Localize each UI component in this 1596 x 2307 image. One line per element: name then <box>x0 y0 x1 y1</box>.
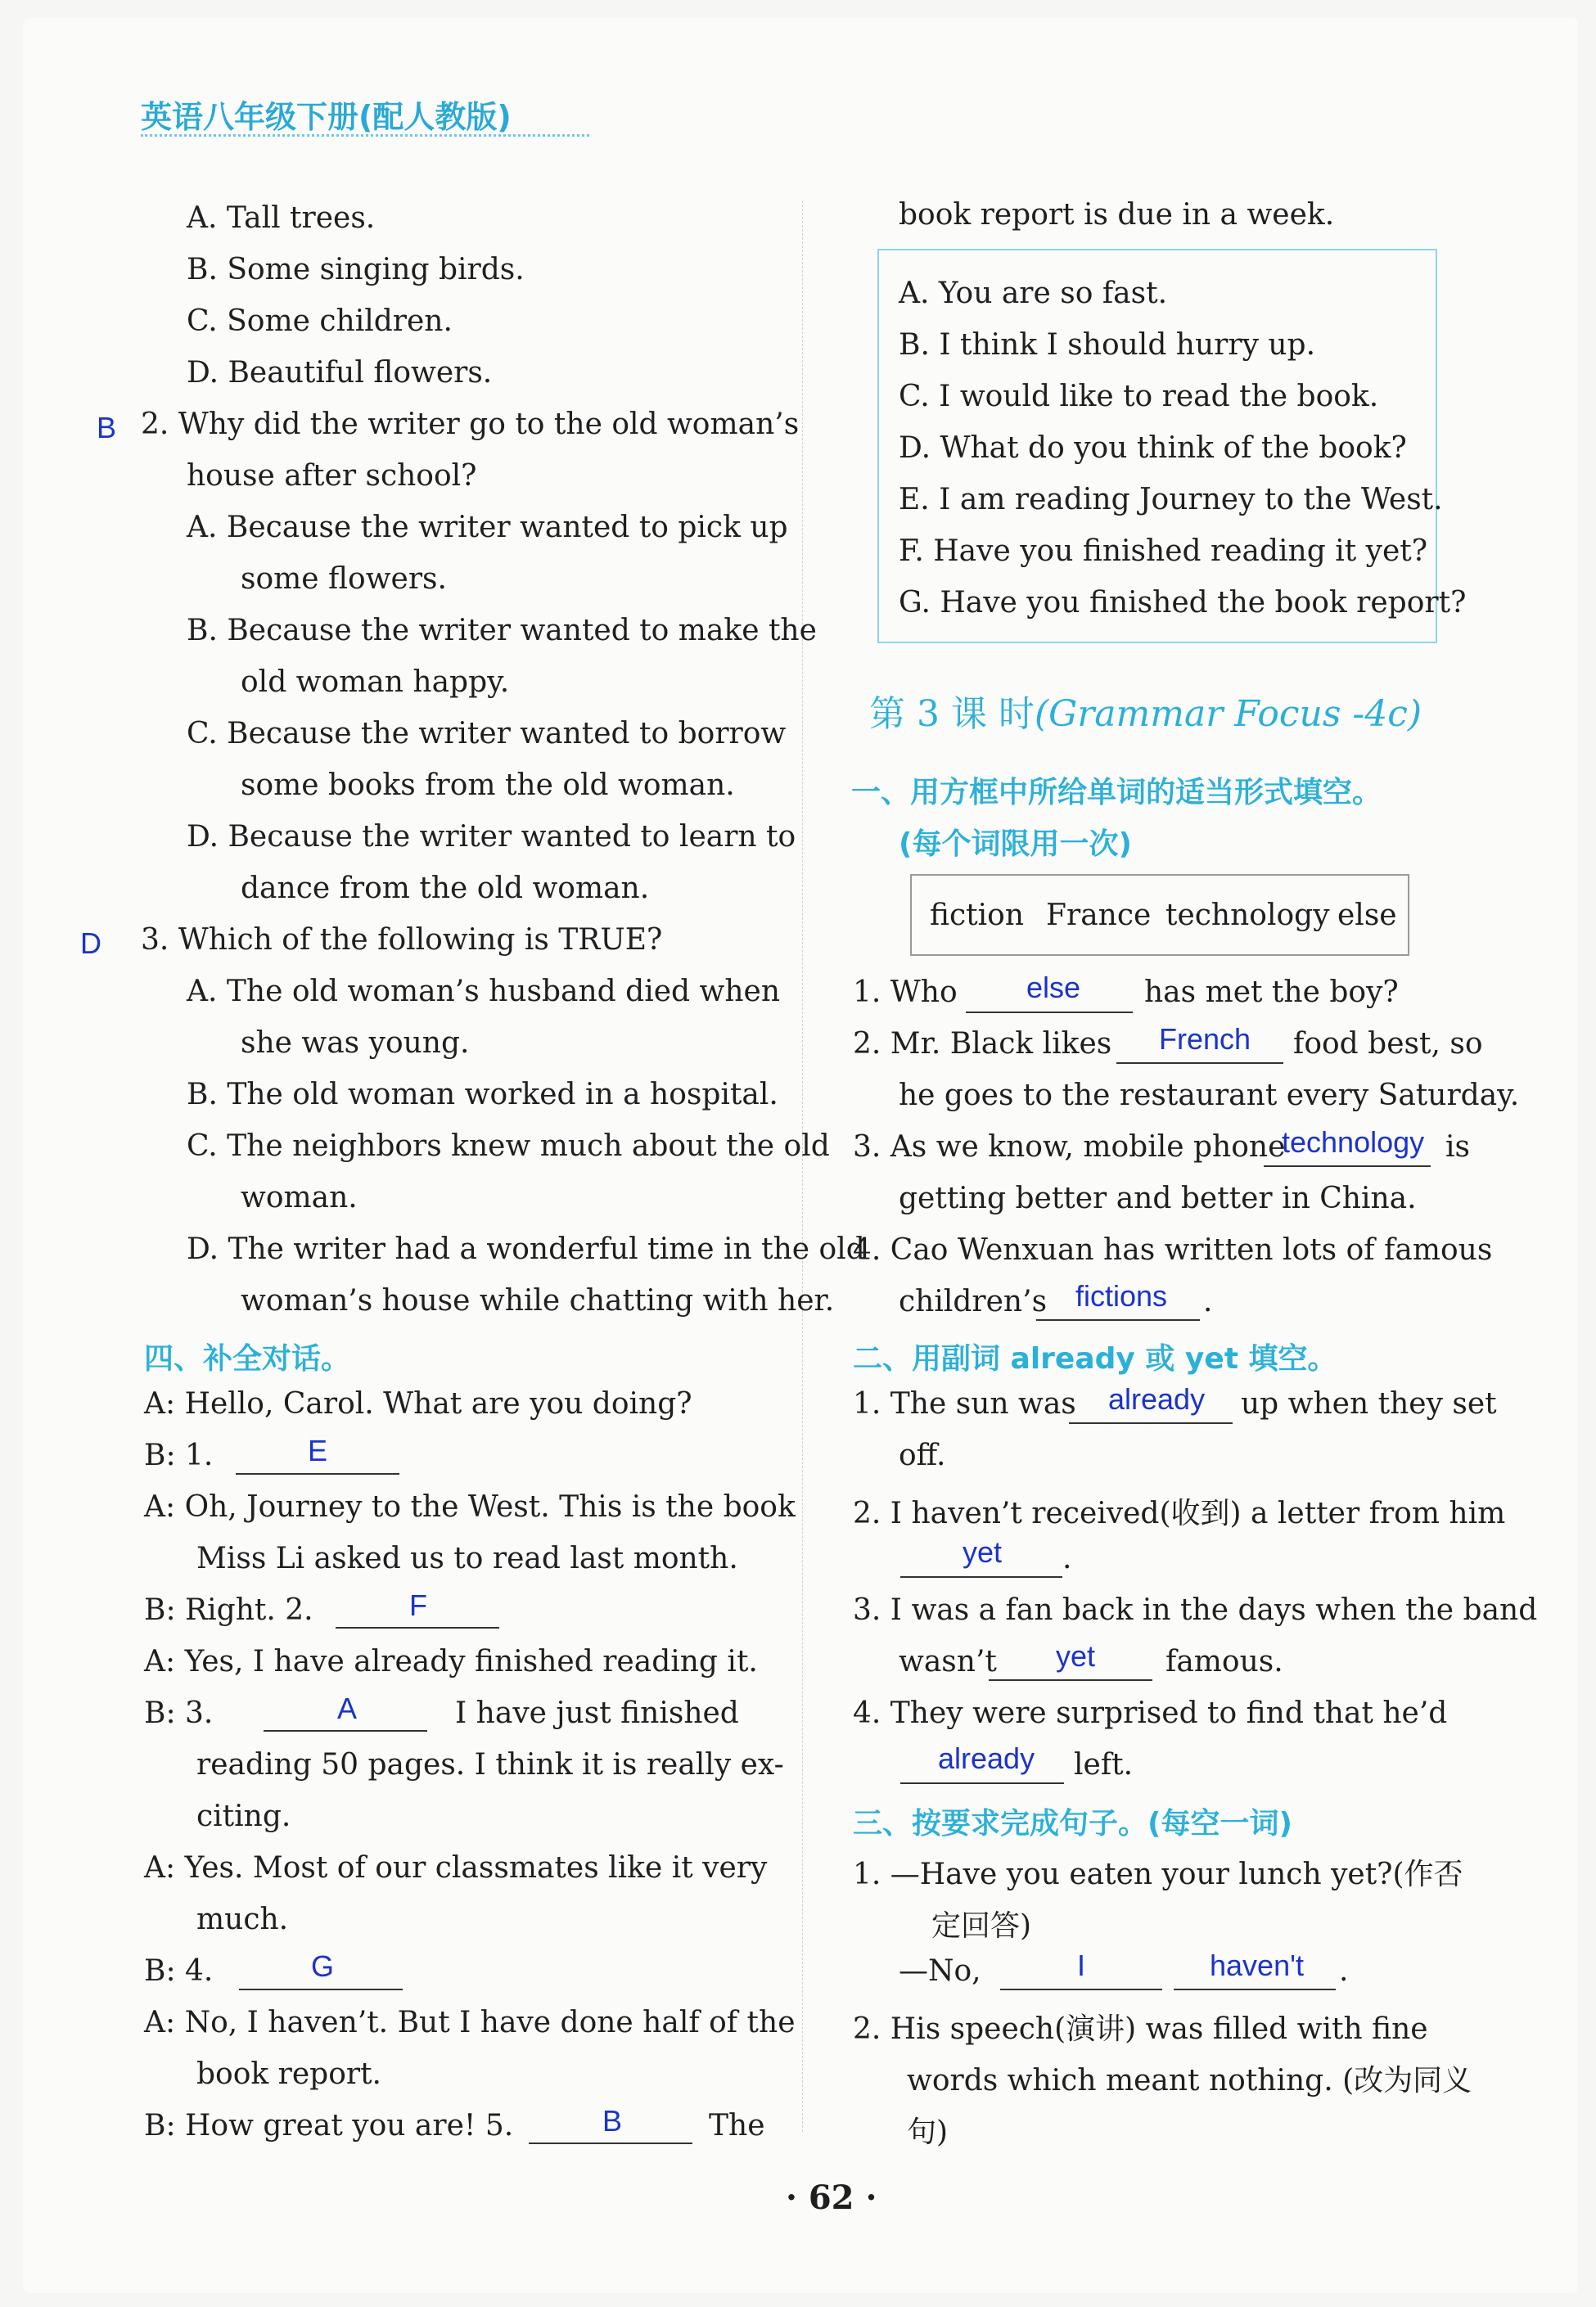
exercise-line: . <box>1339 1954 1349 1988</box>
exercise-line: is <box>1445 1130 1470 1164</box>
word-option: France <box>1046 899 1152 932</box>
q2-option: old woman happy. <box>241 665 510 699</box>
box-option: E. I am reading Journey to the West. <box>899 483 1443 516</box>
dialogue-line: citing. <box>196 1800 291 1833</box>
dialogue-line: B: Right. 2. <box>144 1593 313 1627</box>
answer-blank <box>966 1012 1133 1013</box>
lesson-title-prefix: 第 3 课 时 <box>869 693 1035 735</box>
dialogue-line: I have just finished <box>455 1696 739 1730</box>
exercise-line: left. <box>1074 1748 1134 1782</box>
dialogue-line: reading 50 pages. I think it is really ex- <box>196 1748 784 1782</box>
blank-answer: else <box>1026 971 1081 1004</box>
dialogue-answer: B <box>602 2104 623 2138</box>
box-option: F. Have you finished reading it yet? <box>899 534 1428 568</box>
answer-blank <box>1174 1989 1336 1990</box>
answer-blank <box>264 1730 427 1732</box>
dialogue-line: A: Oh, Journey to the West. This is the book <box>144 1490 796 1524</box>
box-option: D. What do you think of the book? <box>899 431 1407 465</box>
q2-option: some flowers. <box>241 562 447 596</box>
answer-blank <box>236 1473 399 1475</box>
q2-option: some books from the old woman. <box>241 768 735 802</box>
q3-answer: D <box>80 926 101 960</box>
exercise-line: getting better and better in China. <box>899 1182 1417 1215</box>
exercise-line: words which meant nothing. (改为同义 <box>907 2064 1472 2097</box>
q3-option: woman. <box>241 1181 358 1214</box>
blank-answer: I <box>1077 1949 1086 1982</box>
exercise-line: 2. His speech(演讲) was filled with fine <box>853 2012 1428 2046</box>
q2-option: C. Because the writer wanted to borrow <box>187 717 787 750</box>
dialogue-line: A: Yes, I have already finished reading it. <box>144 1645 758 1678</box>
answer-blank <box>1036 1319 1200 1321</box>
answer-blank <box>1116 1062 1283 1064</box>
continued-line: book report is due in a week. <box>899 198 1335 232</box>
q3-option: B. The old woman worked in a hospital. <box>187 1078 778 1111</box>
q2-option: D. Because the writer wanted to learn to <box>187 820 796 854</box>
dialogue-line: much. <box>196 1903 289 1936</box>
answer-blank <box>1000 1989 1162 1990</box>
exercise-line: up when they set <box>1241 1387 1497 1421</box>
header-divider <box>141 134 589 137</box>
exercise-line: 句) <box>907 2116 949 2149</box>
q1-option: A. Tall trees. <box>187 201 376 235</box>
q2-option: A. Because the writer wanted to pick up <box>187 511 788 544</box>
exercise-line: off. <box>899 1439 946 1472</box>
blank-answer: yet <box>963 1535 1003 1569</box>
q1-option: C. Some children. <box>187 304 453 338</box>
answer-blank <box>239 1989 403 1990</box>
exercise-line: 4. They were surprised to find that he’d <box>853 1696 1448 1730</box>
exercise-line: . <box>1062 1542 1072 1575</box>
exercise-line: food best, so <box>1293 1027 1483 1061</box>
q3-option: woman’s house while chatting with her. <box>241 1284 835 1318</box>
exercise-line: 1. The sun was <box>853 1387 1076 1421</box>
dialogue-answer: F <box>409 1588 427 1622</box>
dialogue-line: B: 1. <box>144 1439 214 1472</box>
dialogue-answer: A <box>337 1692 358 1725</box>
dialogue-line: book report. <box>196 2057 382 2091</box>
q3-option: she was young. <box>241 1026 470 1060</box>
box-option: A. You are so fast. <box>899 277 1168 310</box>
exercise-line: children’s <box>899 1285 1048 1318</box>
blank-answer: yet <box>1056 1639 1096 1673</box>
word-option: fiction <box>930 899 1025 932</box>
exercise-line: —No, <box>899 1954 981 1988</box>
exercise-line: 定回答) <box>931 1909 1032 1943</box>
lesson-title-suffix: (Grammar Focus -4c) <box>1034 693 1422 735</box>
answer-blank <box>529 2143 692 2144</box>
section-2-title: 二、用副词 already 或 yet 填空。 <box>853 1342 1337 1376</box>
page-number: · 62 · <box>786 2179 877 2217</box>
q3-option: A. The old woman’s husband died when <box>187 975 781 1008</box>
box-option: G. Have you finished the book report? <box>899 586 1467 620</box>
word-option: technology <box>1165 899 1330 932</box>
answer-blank <box>1069 1422 1233 1424</box>
dialogue-answer: E <box>308 1434 328 1467</box>
q2-answer: B <box>97 411 117 444</box>
blank-answer: technology <box>1282 1125 1425 1159</box>
dialogue-line: B: 4. <box>144 1954 214 1988</box>
answer-blank <box>336 1627 499 1629</box>
dialogue-line: B: 3. <box>144 1696 214 1730</box>
section-1-subtitle: (每个词限用一次) <box>899 827 1132 861</box>
exercise-line: 1. Who <box>853 976 958 1009</box>
section-1-title: 一、用方框中所给单词的适当形式填空。 <box>851 776 1382 809</box>
exercise-line: famous. <box>1165 1645 1283 1678</box>
dialogue-line: Miss Li asked us to read last month. <box>196 1542 738 1575</box>
lesson-title <box>869 684 1422 737</box>
blank-answer: already <box>1108 1382 1206 1416</box>
blank-answer: fictions <box>1075 1279 1168 1313</box>
exercise-line: 2. I haven’t received(收到) a letter from him <box>853 1497 1506 1530</box>
dialogue-line: The <box>709 2109 765 2143</box>
book-title-header: 英语八年级下册(配人教版) <box>141 99 512 135</box>
exercise-line: 3. As we know, mobile phone <box>853 1130 1286 1164</box>
exercise-line: . <box>1203 1285 1213 1318</box>
section-4-title: 四、补全对话。 <box>144 1342 351 1376</box>
word-option: else <box>1337 899 1397 932</box>
q2-option: B. Because the writer wanted to make the <box>187 614 817 647</box>
exercise-line: has met the boy? <box>1144 976 1399 1009</box>
q1-option: D. Beautiful flowers. <box>187 356 493 390</box>
q2-stem: 2. Why did the writer go to the old woman’s <box>141 408 800 441</box>
q1-option: B. Some singing birds. <box>187 253 525 286</box>
answer-blank <box>900 1576 1062 1578</box>
blank-answer: French <box>1159 1022 1251 1056</box>
exercise-line: wasn’t <box>899 1645 997 1678</box>
dialogue-line: A: Yes. Most of our classmates like it very <box>144 1851 768 1885</box>
section-3-title: 三、按要求完成句子。(每空一词) <box>853 1807 1292 1841</box>
exercise-line: 4. Cao Wenxuan has written lots of famous <box>853 1233 1493 1267</box>
box-option: B. I think I should hurry up. <box>899 328 1316 362</box>
dialogue-line: A: No, I haven’t. But I have done half of the <box>144 2006 796 2039</box>
dialogue-line: B: How great you are! 5. <box>144 2109 514 2143</box>
exercise-line: he goes to the restaurant every Saturday. <box>899 1079 1520 1112</box>
answer-blank <box>989 1679 1152 1681</box>
blank-answer: already <box>938 1742 1035 1775</box>
dialogue-line: A: Hello, Carol. What are you doing? <box>144 1387 692 1421</box>
q3-option: D. The writer had a wonderful time in the old <box>187 1232 865 1266</box>
column-divider <box>802 201 803 2132</box>
answer-blank <box>900 1782 1064 1784</box>
q3-option: C. The neighbors knew much about the old <box>187 1129 830 1163</box>
box-option: C. I would like to read the book. <box>899 380 1379 413</box>
exercise-line: 1. —Have you eaten your lunch yet?(作否 <box>853 1858 1463 1891</box>
q2-option: dance from the old woman. <box>241 872 650 905</box>
exercise-line: 2. Mr. Black likes <box>853 1027 1112 1061</box>
answer-blank <box>1264 1165 1431 1167</box>
dialogue-answer: G <box>311 1949 335 1983</box>
q3-stem: 3. Which of the following is TRUE? <box>141 923 663 957</box>
blank-answer: haven't <box>1210 1949 1304 1982</box>
q2-stem: house after school? <box>187 459 477 493</box>
exercise-line: 3. I was a fan back in the days when the band <box>853 1593 1538 1627</box>
